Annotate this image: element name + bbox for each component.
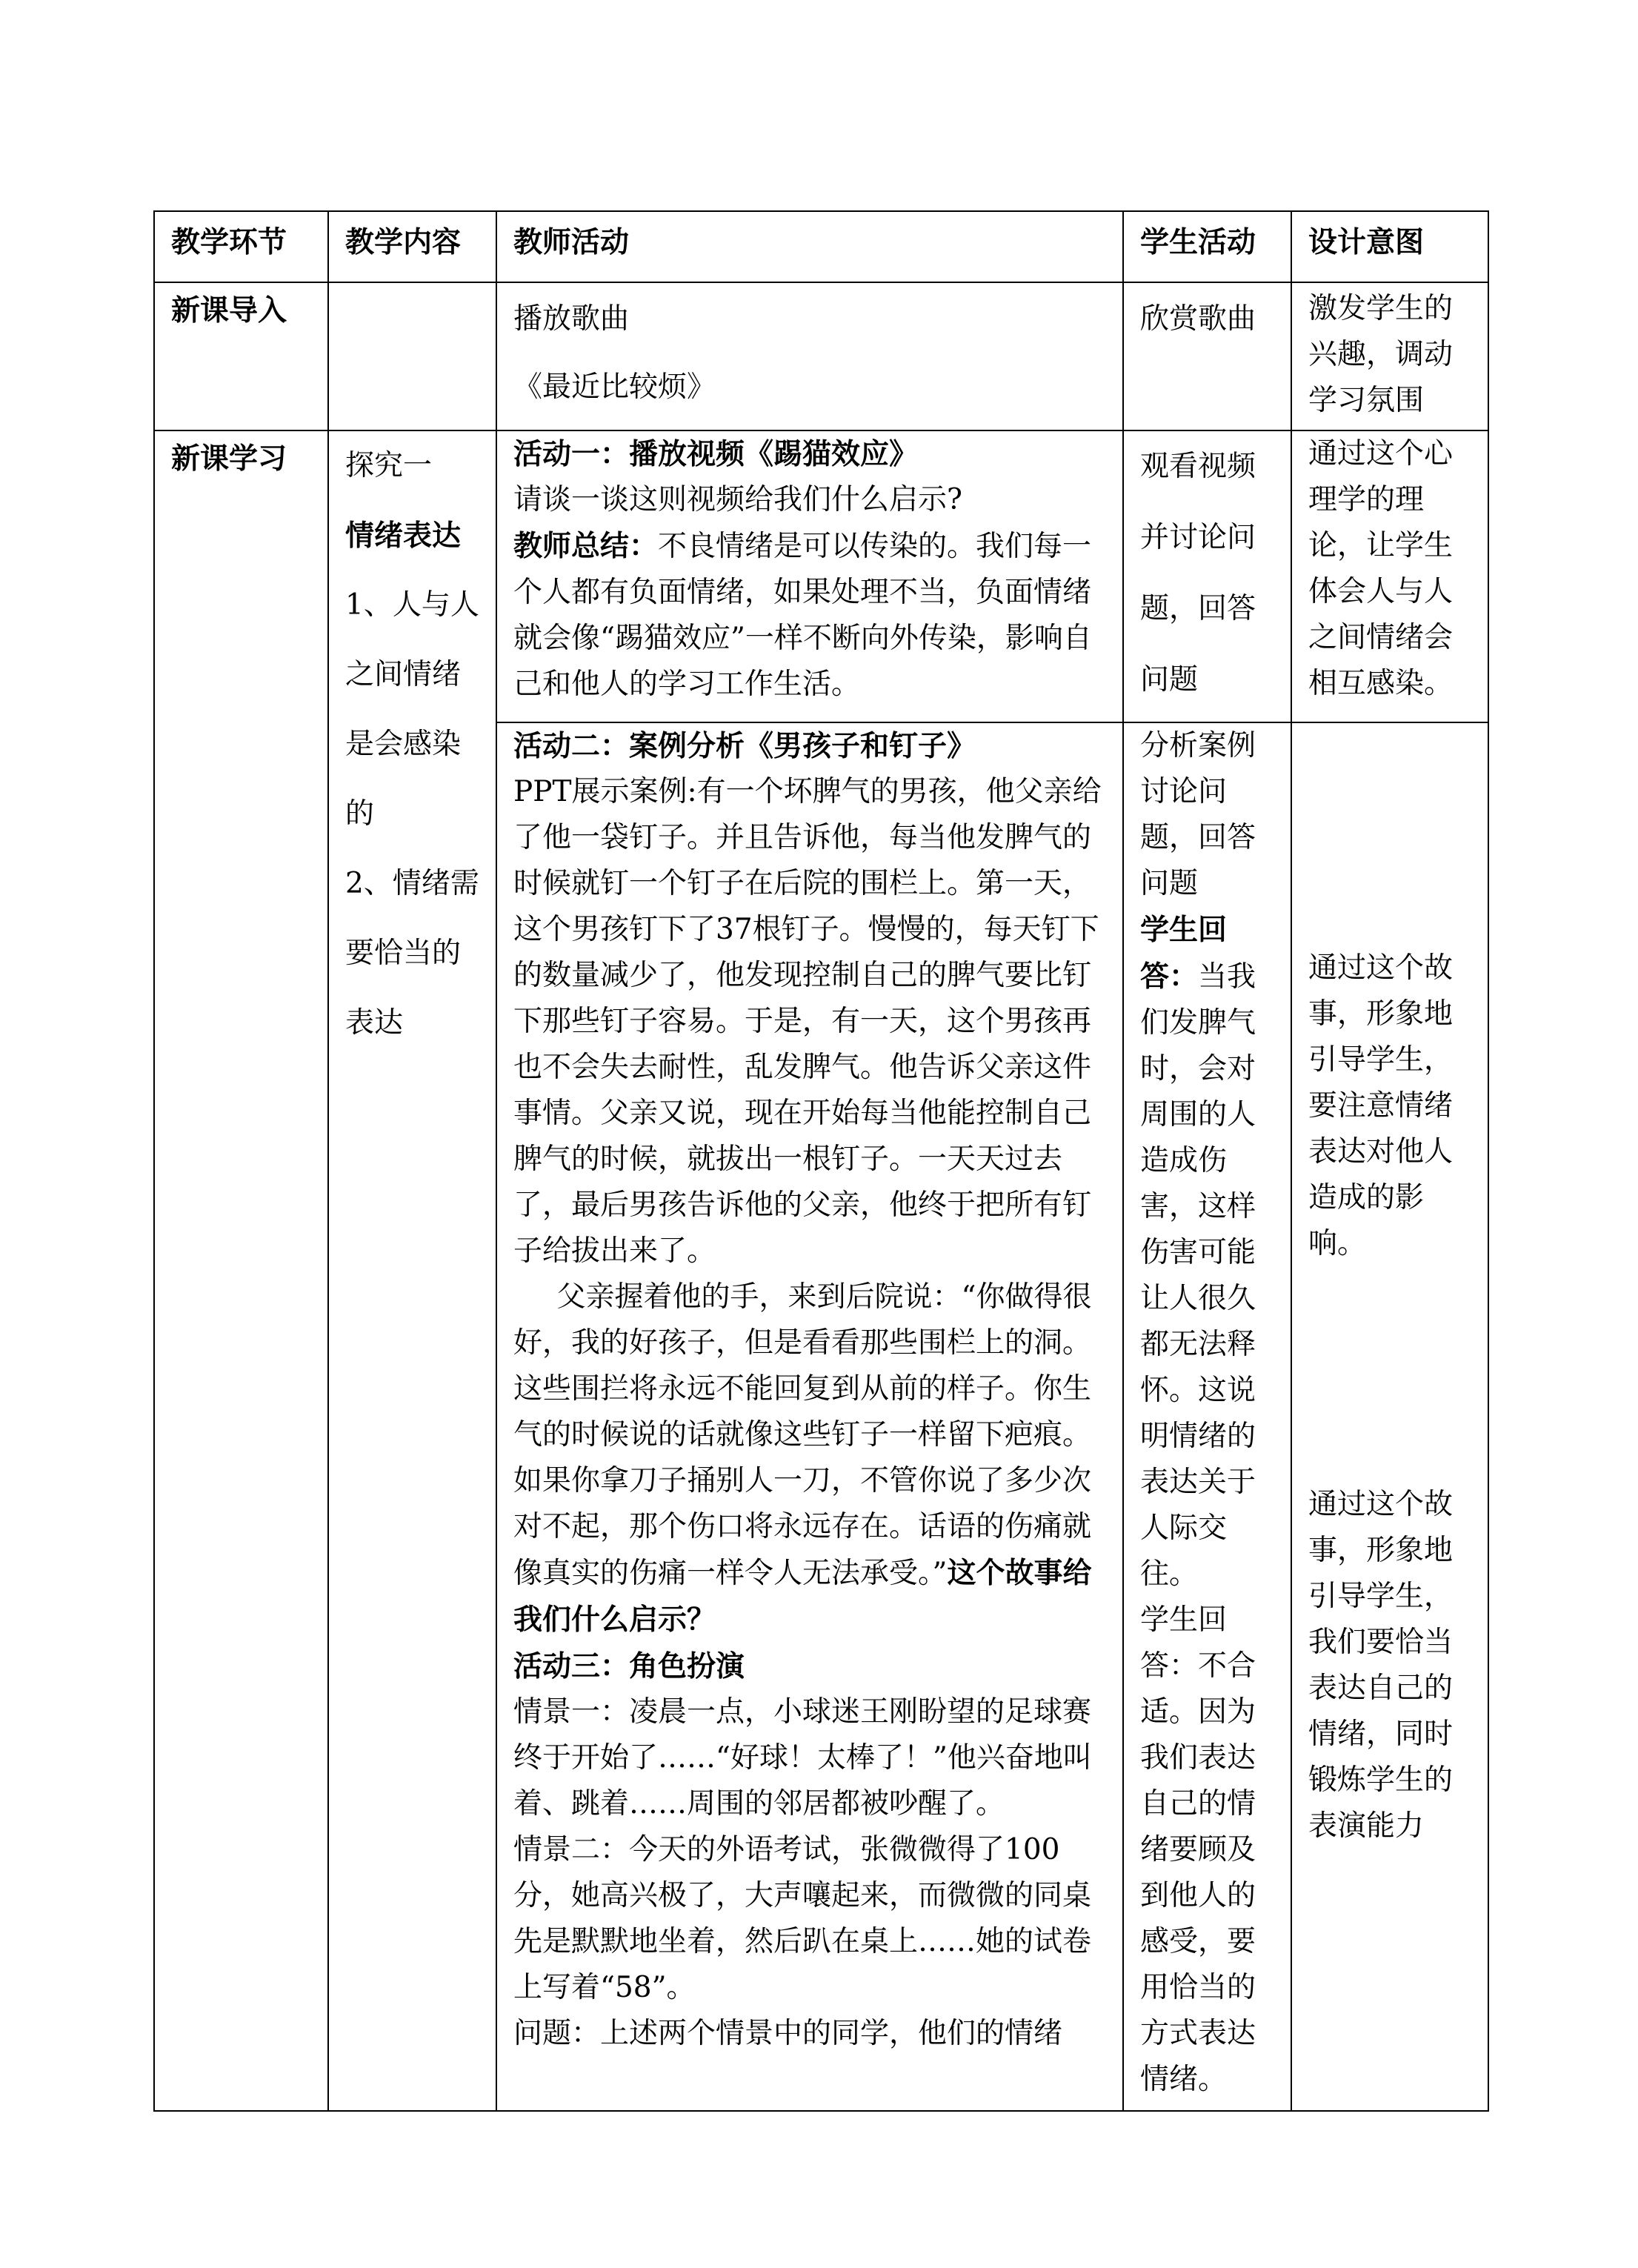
intent-cell-activity2 <box>1291 722 1488 2111</box>
header-teacher: 教师活动 <box>513 225 630 259</box>
student2-answer-label: 学生回答： <box>1140 913 1228 994</box>
activity2-case: PPT展示案例:有一个坏脾气的男孩，他父亲给了他一袋钉子。并且告诉他，每当他发脾气的时候就钉一个钉子在后院的围栏上。第一天，这个男孩钉下了37根钉子。慢慢的，每天钉下的数量减少了，他发现控制自己的脾气要比钉下那些钉子容易。于是，有一天，这个男孩再也不会失去耐性，乱发脾气。他告诉父亲这件事情。父亲又说，现在开始每当他能控制自己脾气的时候，就拔出一根钉子。一天天过去了，最后男孩告诉他的父亲，他终于把所有钉子给拔出来了。 <box>513 775 1102 1268</box>
student2-answer1 <box>1140 907 1276 1597</box>
student-activity1: 观看视频并讨论问题，回答问题 <box>1140 450 1256 696</box>
header-student: 学生活动 <box>1140 225 1256 259</box>
header-content: 教学内容 <box>345 225 462 259</box>
content-point1: 1、人与人之间情绪是会感染的 <box>345 588 479 831</box>
student-intro: 欣赏歌曲 <box>1140 302 1256 336</box>
stage-cell <box>154 282 328 430</box>
intent-activity3: 通过这个故事，形象地引导学生，我们要恰当表达自己的情绪，同时锻炼学生的表演能力 <box>1308 1488 1454 1843</box>
header-cell <box>1123 211 1291 282</box>
activity2-case2: 父亲握着他的手，来到后院说：“你做得很好，我的好孩子，但是看看那些围栏上的洞。这些围拦将永远不能回复到从前的样子。你生气的时候说的话就像这些钉子一样留下疤痕。如果你拿刀子捅别人一刀，不管你说了多少次对不起，那个伤口将永远存在。话语的伤痛就像真实的伤痛一样令人无法承受。” <box>513 1280 1092 1590</box>
student-cell-intro <box>1123 282 1291 430</box>
student2-answer2: 学生回答：不合适。因为我们表达自己的情绪要顾及到他人的感受，要用恰当的方式表达情绪。 <box>1140 1603 1256 2096</box>
activity3-title: 活动三：角色扮演 <box>513 1649 745 1683</box>
table-row-activity1 <box>154 430 1488 722</box>
table-header-row <box>154 211 1488 282</box>
student2-analyze: 分析案例讨论问题，回答问题 <box>1140 729 1256 900</box>
activity1-summary <box>513 523 1108 708</box>
teacher-intro-line1: 播放歌曲 <box>513 302 630 336</box>
table-row-intro <box>154 282 1488 430</box>
header-stage: 教学环节 <box>171 225 287 259</box>
activity1-question: 请谈一谈这则视频给我们什么启示? <box>513 483 962 516</box>
teacher-cell-intro <box>496 282 1123 430</box>
stage-learning: 新课学习 <box>171 442 287 476</box>
teacher-intro-line2: 《最近比较烦》 <box>513 370 716 404</box>
header-cell <box>496 211 1123 282</box>
content-explore: 探究一 <box>345 449 433 482</box>
intent-cell-activity1 <box>1291 430 1488 722</box>
teacher-cell-activity1 <box>496 430 1123 722</box>
activity3-scene1: 情景一：凌晨一点，小球迷王刚盼望的足球赛终于开始了……“好球！太棒了！”他兴奋地叫着、跳着……周围的邻居都被吵醒了。 <box>513 1695 1092 1820</box>
activity3-scene2: 情景二：今天的外语考试，张微微得了100分，她高兴极了，大声嚷起来，而微微的同桌先是默默地坐着，然后趴在桌上……她的试卷上写着“58”。 <box>513 1833 1092 2004</box>
content-cell-learning <box>328 430 496 2111</box>
content-point2: 2、情绪需要恰当的表达 <box>345 867 479 1040</box>
activity2-question: 这个故事给我们什么启示？ <box>513 1556 1092 1637</box>
header-cell <box>154 211 328 282</box>
activity2-title: 活动二：案例分析《男孩子和钉子》 <box>513 729 976 763</box>
stage-intro: 新课导入 <box>171 293 287 327</box>
lesson-plan-table <box>153 210 1489 2112</box>
activity3-question: 问题：上述两个情景中的同学，他们的情绪 <box>513 2017 1063 2050</box>
content-cell-empty <box>328 282 496 430</box>
header-cell <box>328 211 496 282</box>
stage-cell <box>154 430 328 2111</box>
intent-activity1: 通过这个心理学的理论，让学生体会人与人之间情绪会相互感染。 <box>1308 437 1454 700</box>
intent-activity2: 通过这个故事，形象地引导学生，要注意情绪表达对他人造成的影响。 <box>1308 951 1454 1260</box>
activity1-title: 活动一：播放视频《踢猫效应》 <box>513 437 919 471</box>
summary-label: 教师总结： <box>513 529 659 563</box>
student-cell-activity1 <box>1123 430 1291 722</box>
intent-intro: 激发学生的兴趣，调动学习氛围 <box>1308 292 1454 417</box>
activity2-case-cont <box>513 1274 1108 1643</box>
intent-cell-intro <box>1291 282 1488 430</box>
content-topic: 情绪表达 <box>345 519 462 553</box>
student-cell-activity2 <box>1123 722 1291 2111</box>
header-intent: 设计意图 <box>1308 225 1425 259</box>
header-cell <box>1291 211 1488 282</box>
teacher-cell-activity2 <box>496 722 1123 2111</box>
student2-answer-text: 当我们发脾气时，会对周围的人造成伤害，这样伤害可能让人很久都无法释怀。这说明情绪的表达关于人际交往。 <box>1140 960 1256 1591</box>
summary-text: 不良情绪是可以传染的。我们每一个人都有负面情绪，如果处理不当，负面情绪就会像“踢猫效应”一样不断向外传染，影响自己和他人的学习工作生活。 <box>513 530 1092 701</box>
